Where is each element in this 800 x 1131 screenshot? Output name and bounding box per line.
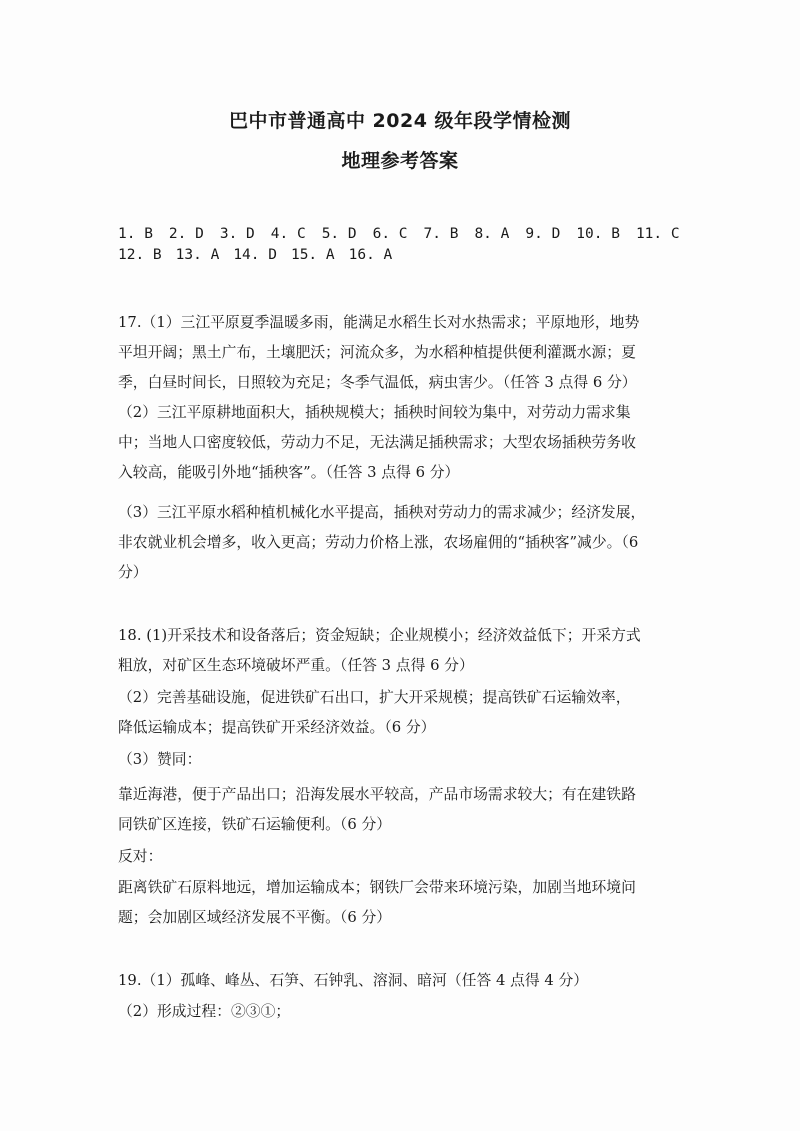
q18-part2-line: 降低运输成本；提高铁矿开采经济效益。（6 分）: [118, 719, 436, 736]
q17-part2-line: （2）三江平原耕地面积大，插秧规模大；插秧时间较为集中，对劳动力需求集: [118, 404, 631, 421]
mcq-answer: 11. C: [635, 226, 680, 242]
mcq-answer: 13. A: [175, 247, 220, 263]
q18-part3-line: 题；会加剧区域经济发展不平衡。（6 分）: [118, 909, 392, 926]
mcq-answer: 8. A: [474, 226, 510, 242]
q17-part3-line: （3）三江平原水稻种植机械化水平提高，插秧对劳动力的需求减少；经济发展，: [118, 504, 646, 521]
q19-part2-line: （2）形成过程：②③①；: [118, 1003, 291, 1020]
document-subtitle: 地理参考答案: [341, 150, 459, 172]
q17-part3-line: 分）: [118, 564, 148, 581]
mcq-answer: 12. B: [118, 247, 162, 263]
q17-part2-line: 中；当地人口密度较低，劳动力不足，无法满足插秧需求；大型农场插秧劳务收: [118, 434, 636, 451]
mcq-answer: 4. C: [270, 226, 306, 242]
mcq-answer: 15. A: [290, 247, 335, 263]
q19-part1-line: 19.（1）孤峰、峰丛、石笋、石钟乳、溶洞、暗河（任答 4 点得 4 分）: [118, 972, 589, 989]
mcq-answer: 1. B: [118, 226, 153, 242]
q17-part1-line: 17.（1）三江平原夏季温暖多雨，能满足水稻生长对水热需求；平原地形，地势: [118, 314, 640, 331]
q18-part3-line: 距离铁矿石原料地远，增加运输成本；钢铁厂会带来环境污染，加剧当地环境问: [118, 879, 636, 896]
q18-part3-line: 同铁矿区连接，铁矿石运输便利。（6 分）: [118, 816, 392, 833]
mcq-answer: 7. B: [423, 226, 459, 242]
q17-part3-line: 非农就业机会增多，收入更高；劳动力价格上涨，农场雇佣的“插秧客”减少。（6: [118, 534, 639, 551]
mcq-answer: 3. D: [219, 226, 255, 242]
q17-part2-line: 入较高，能吸引外地“插秧客”。（任答 3 点得 6 分）: [118, 464, 460, 481]
q18-part3-oppose-heading: 反对：: [118, 848, 163, 865]
q18-part1-line: 18. (1)开采技术和设备落后；资金短缺；企业规模小；经济效益低下；开采方式: [118, 627, 641, 644]
q17-part1-line: 季，白昼时间长，日照较为充足；冬季气温低，病虫害少。（任答 3 点得 6 分）: [118, 374, 637, 391]
q18-part3-heading: （3）赞同：: [118, 751, 202, 768]
mcq-answer: 2. D: [168, 226, 204, 242]
q17-part1-line: 平坦开阔；黑土广布，土壤肥沃；河流众多，为水稻种植提供便利灌溉水源；夏: [118, 344, 636, 361]
mcq-answer: 6. C: [372, 226, 408, 242]
q18-part1-line: 粗放，对矿区生态环境破坏严重。（任答 3 点得 6 分）: [118, 657, 474, 674]
mcq-answer: 10. B: [576, 226, 620, 242]
q18-part2-line: （2）完善基础设施，促进铁矿石出口，扩大开采规模；提高铁矿石运输效率，: [118, 689, 631, 706]
q18-part3-line: 靠近海港，便于产品出口；沿海发展水平较高，产品市场需求较大；有在建铁路: [118, 786, 636, 803]
document-title: 巴中市普通高中 2024 级年段学情检测: [228, 110, 572, 132]
mcq-answer: 9. D: [525, 226, 561, 242]
mcq-answer: 14. D: [233, 247, 277, 263]
mcq-answer: 5. D: [321, 226, 357, 242]
mcq-answers-row-1: [118, 226, 718, 242]
mcq-answer: 16. A: [348, 247, 393, 263]
mcq-answers-row-2: [118, 247, 718, 263]
